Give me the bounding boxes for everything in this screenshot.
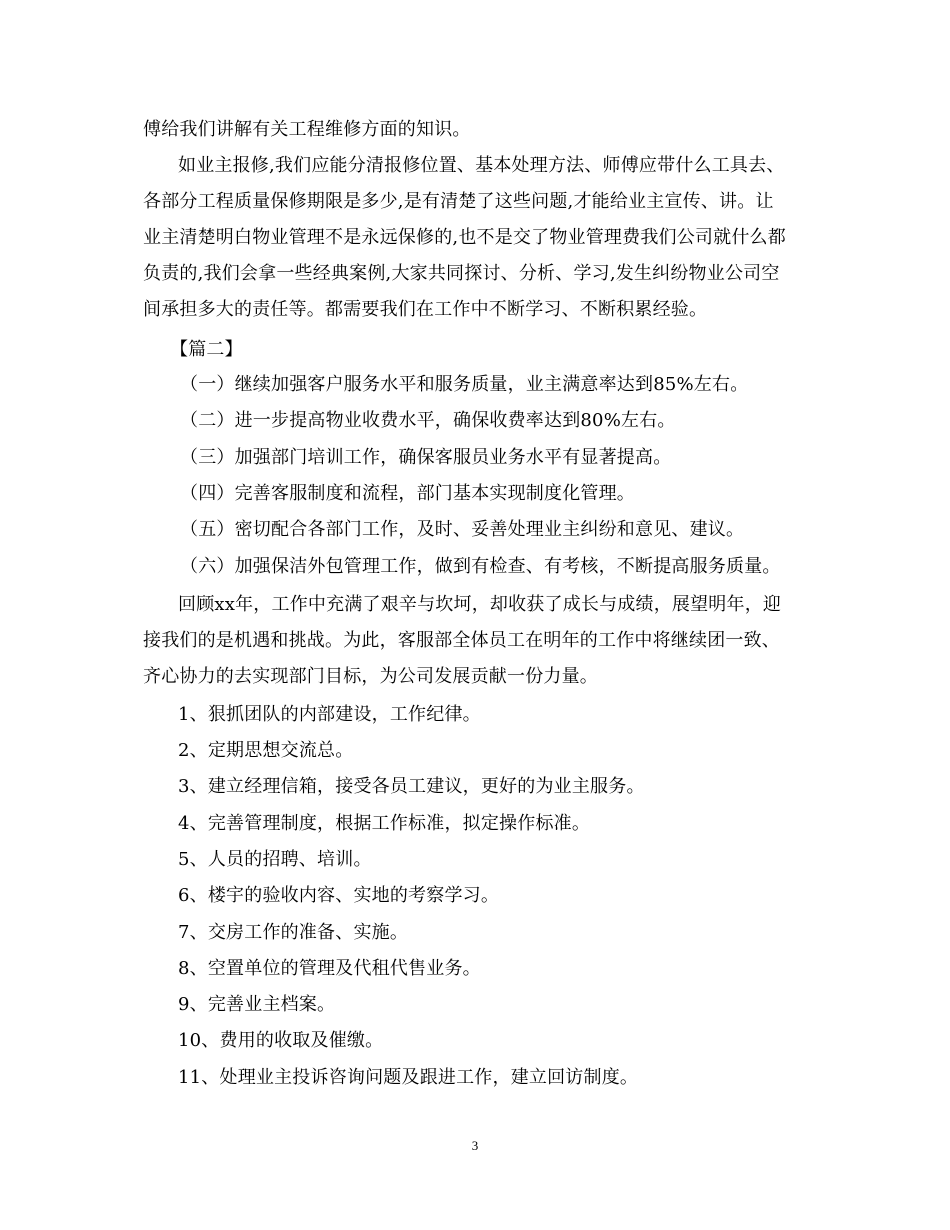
list-item: （一）继续加强客户服务水平和服务质量，业主满意率达到85%左右。 [180, 374, 749, 395]
paragraph-line: 回顾xx年，工作中充满了艰辛与坎坷，却收获了成长与成绩，展望明年，迎 [178, 594, 782, 615]
list-item: 7、交房工作的准备、实施。 [178, 922, 409, 943]
paragraph-line: 接我们的是机遇和挑战。为此，客服部全体员工在明年的工作中将继续团一致、 [143, 630, 780, 651]
list-item: 10、费用的收取及催缴。 [178, 1030, 384, 1051]
paragraph-line: 间承担多大的责任等。都需要我们在工作中不断学习、不断积累经验。 [143, 299, 708, 320]
paragraph-line: 如业主报修,我们应能分清报修位置、基本处理方法、师傅应带什么工具去、 [178, 155, 785, 176]
list-item: 11、处理业主投诉咨询问题及跟进工作，建立回访制度。 [178, 1067, 639, 1088]
list-item: 1、狠抓团队的内部建设，工作纪律。 [178, 704, 481, 725]
list-item: （三）加强部门培训工作，确保客服员业务水平有显著提高。 [180, 447, 672, 468]
paragraph-line: 业主清楚明白物业管理不是永远保修的,也不是交了物业管理费我们公司就什么都 [143, 227, 786, 248]
list-item: 8、空置单位的管理及代租代售业务。 [178, 958, 481, 979]
list-item: （四）完善客服制度和流程，部门基本实现制度化管理。 [180, 483, 635, 504]
list-item: 2、定期思想交流总。 [178, 740, 354, 761]
paragraph-line: 傅给我们讲解有关工程维修方面的知识。 [143, 119, 471, 140]
list-item: 5、人员的招聘、培训。 [178, 849, 372, 870]
list-item: （六）加强保洁外包管理工作，做到有检查、有考核，不断提高服务质量。 [180, 556, 781, 577]
paragraph-line: 各部分工程质量保修期限是多少,是有清楚了这些问题,才能给业主宣传、讲。让 [143, 191, 774, 212]
list-item: 3、建立经理信箱，接受各员工建议，更好的为业主服务。 [178, 776, 645, 797]
page-number: 3 [471, 1138, 479, 1153]
list-item: （五）密切配合各部门工作，及时、妥善处理业主纠纷和意见、建议。 [180, 519, 745, 540]
section-heading: 【篇二】 [170, 339, 243, 360]
paragraph-line: 齐心协力的去实现部门目标，为公司发展贡献一份力量。 [143, 666, 598, 687]
list-item: 9、完善业主档案。 [178, 994, 336, 1015]
paragraph-line: 负责的,我们会拿一些经典案例,大家共同探讨、分析、学习,发生纠纷物业公司空 [143, 263, 780, 284]
list-item: 6、楼宇的验收内容、实地的考察学习。 [178, 885, 500, 906]
list-item: （二）进一步提高物业收费水平，确保收费率达到80%左右。 [180, 410, 676, 431]
list-item: 4、完善管理制度，根据工作标准，拟定操作标准。 [178, 813, 591, 834]
